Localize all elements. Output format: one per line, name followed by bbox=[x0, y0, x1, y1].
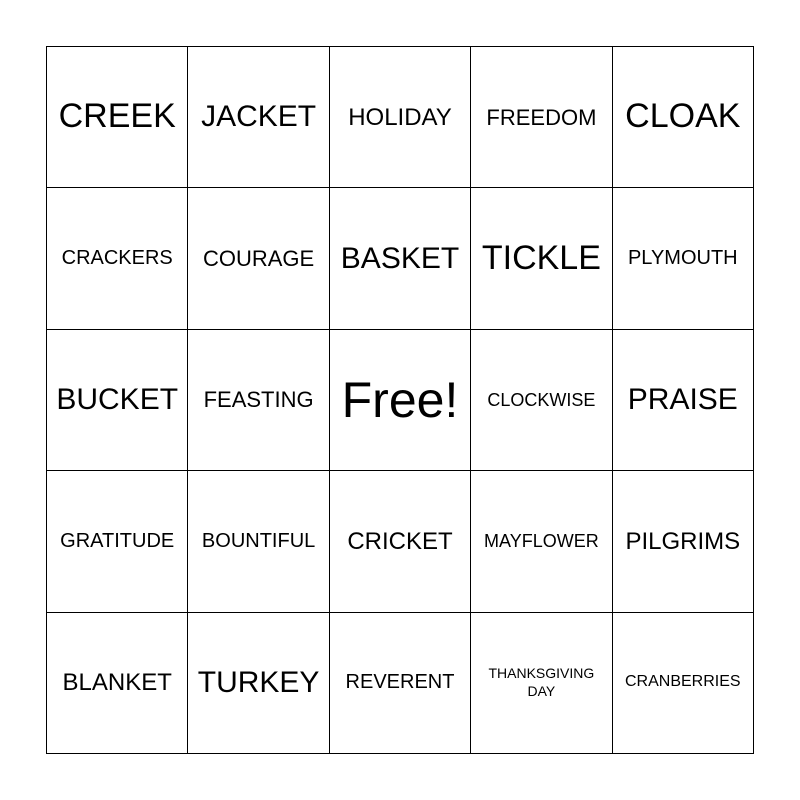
cell-label: TURKEY bbox=[197, 666, 320, 700]
cell-label: CRACKERS bbox=[61, 247, 173, 270]
free-space-cell[interactable] bbox=[330, 330, 471, 471]
bingo-cell[interactable] bbox=[471, 47, 612, 188]
free-space-label: Free! bbox=[341, 371, 459, 428]
bingo-cell[interactable] bbox=[188, 330, 329, 471]
bingo-cell[interactable] bbox=[188, 47, 329, 188]
cell-label: GRATITUDE bbox=[60, 529, 175, 552]
cell-label: CRICKET bbox=[347, 527, 453, 555]
cell-label: BLANKET bbox=[62, 669, 172, 697]
cell-label: PLYMOUTH bbox=[627, 247, 738, 270]
cell-label: COURAGE bbox=[202, 246, 315, 272]
cell-label: CREEK bbox=[58, 97, 176, 136]
bingo-cell[interactable] bbox=[188, 188, 329, 329]
cell-label: CLOAK bbox=[625, 97, 741, 136]
cell-label: CRANBERRIES bbox=[625, 673, 741, 691]
cell-label: PILGRIMS bbox=[625, 527, 741, 555]
bingo-cell[interactable] bbox=[613, 188, 754, 329]
cell-label: REVERENT bbox=[345, 671, 455, 694]
cell-label: FREEDOM bbox=[486, 104, 597, 130]
bingo-cell[interactable] bbox=[613, 471, 754, 612]
cell-label: FEASTING bbox=[203, 387, 314, 413]
cell-label: HOLIDAY bbox=[348, 103, 452, 131]
bingo-cell[interactable] bbox=[613, 613, 754, 754]
bingo-board bbox=[46, 46, 754, 754]
cell-label: BUCKET bbox=[56, 383, 179, 417]
cell-label: JACKET bbox=[201, 100, 317, 134]
cell-label: CLOCKWISE bbox=[487, 389, 596, 410]
bingo-cell[interactable] bbox=[613, 47, 754, 188]
bingo-cell[interactable] bbox=[47, 330, 188, 471]
bingo-cell[interactable] bbox=[330, 188, 471, 329]
bingo-cell[interactable] bbox=[471, 471, 612, 612]
cell-label: THANKSGIVING DAY bbox=[488, 665, 595, 699]
bingo-cell[interactable] bbox=[188, 613, 329, 754]
bingo-cell[interactable] bbox=[471, 613, 612, 754]
bingo-cell[interactable] bbox=[188, 471, 329, 612]
bingo-cell[interactable] bbox=[330, 47, 471, 188]
cell-label: PRAISE bbox=[627, 383, 738, 417]
bingo-cell[interactable] bbox=[330, 471, 471, 612]
bingo-cell[interactable] bbox=[47, 47, 188, 188]
cell-label: BASKET bbox=[340, 241, 460, 275]
cell-label: TICKLE bbox=[481, 238, 601, 277]
cell-label: MAYFLOWER bbox=[484, 530, 599, 551]
bingo-cell[interactable] bbox=[471, 188, 612, 329]
bingo-cell[interactable] bbox=[47, 188, 188, 329]
bingo-cell[interactable] bbox=[330, 613, 471, 754]
bingo-cell[interactable] bbox=[47, 613, 188, 754]
bingo-cell[interactable] bbox=[47, 471, 188, 612]
bingo-cell[interactable] bbox=[613, 330, 754, 471]
bingo-cell[interactable] bbox=[471, 330, 612, 471]
cell-label: BOUNTIFUL bbox=[201, 529, 316, 552]
